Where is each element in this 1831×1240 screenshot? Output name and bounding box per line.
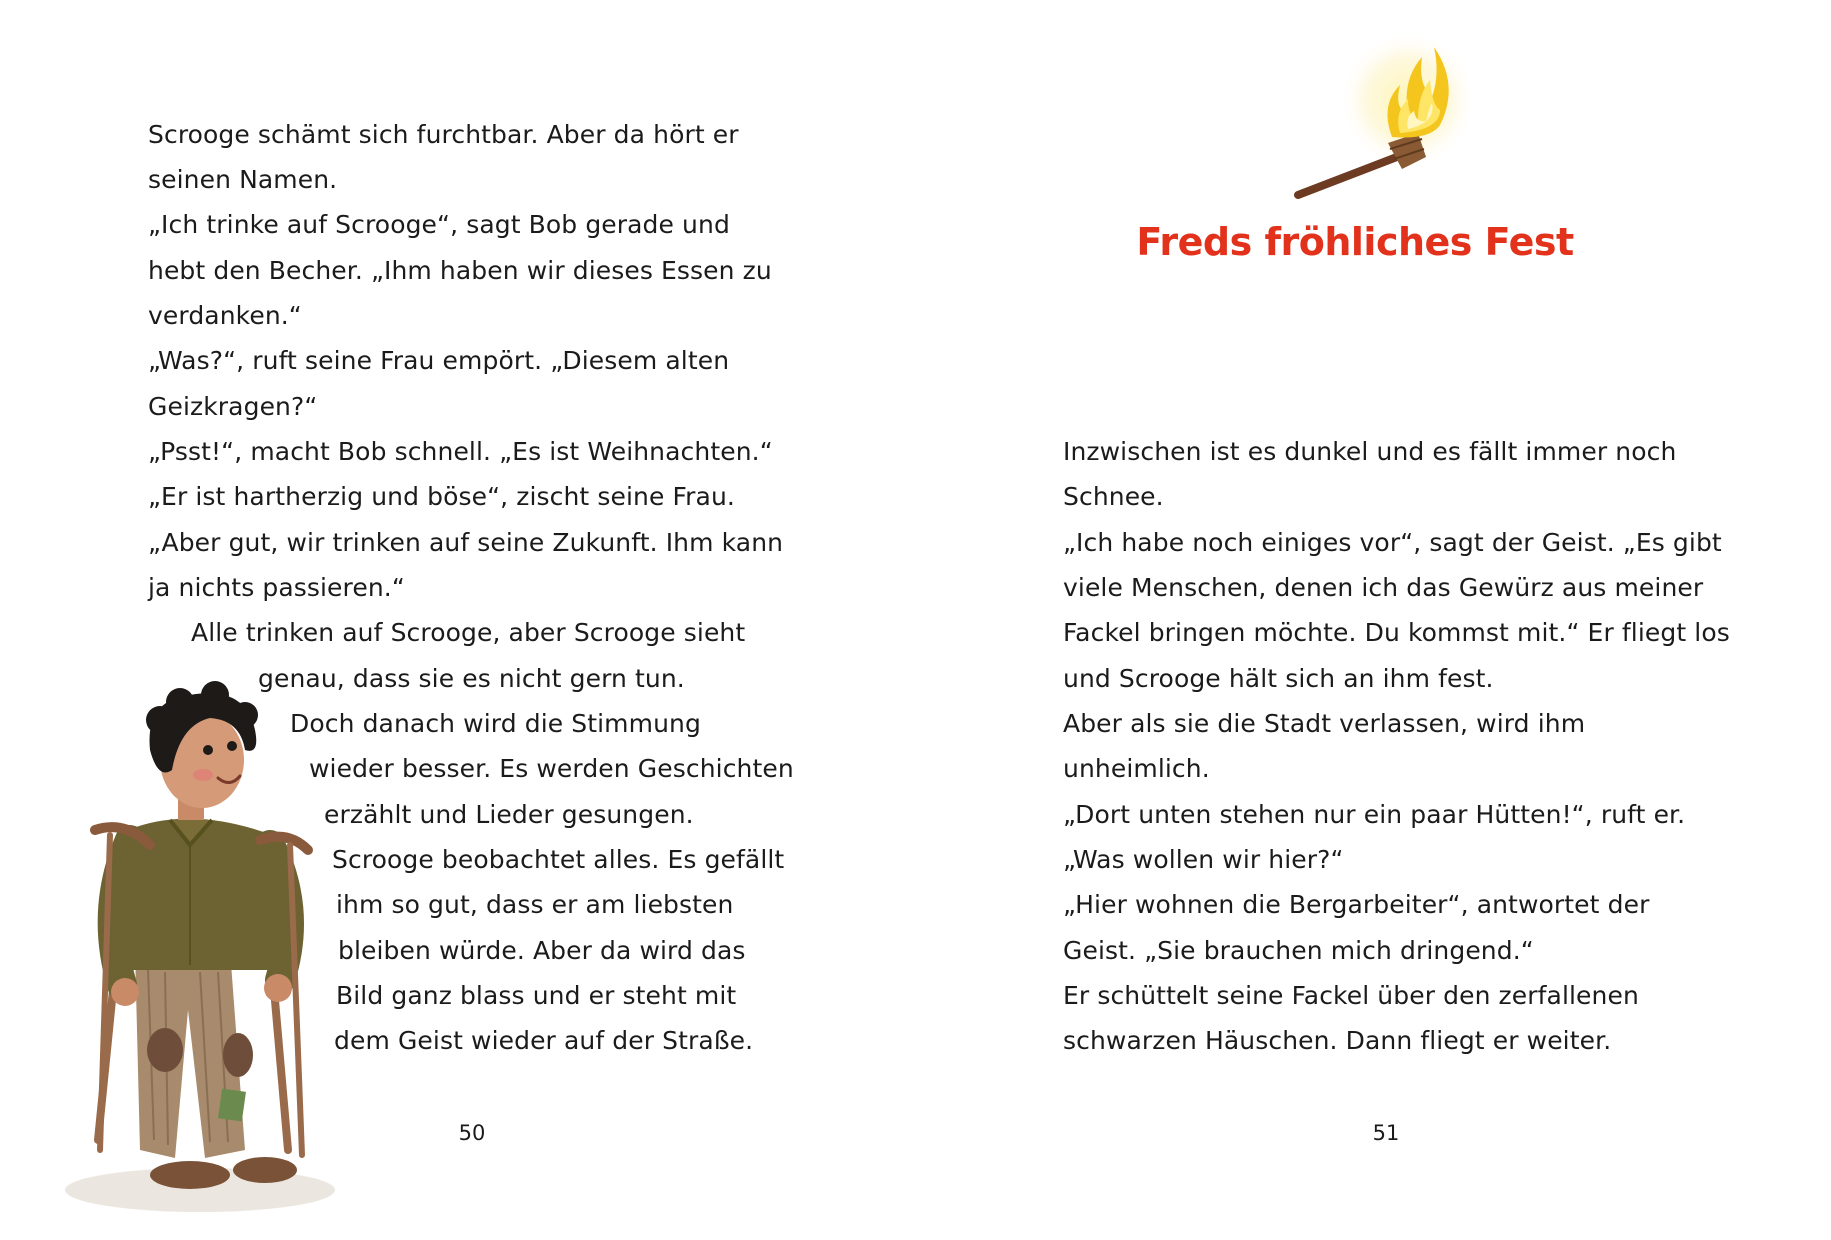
burning-torch-illustration [1290,25,1470,210]
text-line: ja nichts passieren.“ [148,573,405,602]
text-line: „Ich habe noch einiges vor“, sagt der Geist. „Es gibt [1063,528,1722,557]
text-line: „Er ist hartherzig und böse“, zischt seine Frau. [148,482,735,511]
text-line: wieder besser. Es werden Geschichten [309,754,794,783]
text-line: bleiben würde. Aber da wird das [338,936,746,965]
text-line: „Was?“, ruft seine Frau empört. „Diesem alten [148,346,730,375]
text-line: „Ich trinke auf Scrooge“, sagt Bob gerade und [148,210,730,239]
text-line: erzählt und Lieder gesungen. [324,800,694,829]
text-line: genau, dass sie es nicht gern tun. [258,664,685,693]
text-line: „Psst!“, macht Bob schnell. „Es ist Weihnachten.“ [148,437,773,466]
text-line: unheimlich. [1063,754,1210,783]
text-line: verdanken.“ [148,301,302,330]
text-line: Fackel bringen möchte. Du kommst mit.“ Er fliegt los [1063,618,1730,647]
text-line: Doch danach wird die Stimmung [290,709,701,738]
boy-with-crutches-illustration [40,680,350,1220]
text-line: „Dort unten stehen nur ein paar Hütten!“, ruft er. [1063,800,1686,829]
text-line: „Was wollen wir hier?“ [1063,845,1344,874]
page-number: 51 [1372,1121,1400,1145]
right-page [915,0,1831,1240]
text-line: hebt den Becher. „Ihm haben wir dieses Essen zu [148,256,772,285]
text-line: Aber als sie die Stadt verlassen, wird ihm [1063,709,1586,738]
text-line: „Aber gut, wir trinken auf seine Zukunft. Ihm kann [148,528,784,557]
text-line: schwarzen Häuschen. Dann fliegt er weiter. [1063,1026,1612,1055]
text-line: seinen Namen. [148,165,338,194]
text-line: „Hier wohnen die Bergarbeiter“, antwortet der [1063,890,1650,919]
text-line: Bild ganz blass und er steht mit [336,981,737,1010]
page-number: 50 [458,1121,486,1145]
text-line: Geizkragen?“ [148,392,318,421]
text-line: und Scrooge hält sich an ihm fest. [1063,664,1494,693]
text-line: Geist. „Sie brauchen mich dringend.“ [1063,936,1534,965]
text-line: dem Geist wieder auf der Straße. [334,1026,754,1055]
text-line: Inzwischen ist es dunkel und es fällt immer noch [1063,437,1677,466]
text-line: viele Menschen, denen ich das Gewürz aus meiner [1063,573,1704,602]
text-line: Alle trinken auf Scrooge, aber Scrooge sieht [191,618,746,647]
left-page [0,0,915,1240]
text-line: ihm so gut, dass er am liebsten [336,890,734,919]
text-line: Schnee. [1063,482,1164,511]
text-line: Er schüttelt seine Fackel über den zerfallenen [1063,981,1639,1010]
text-line: Scrooge beobachtet alles. Es gefällt [332,845,785,874]
chapter-title: Freds fröhliches Fest [1136,220,1574,264]
text-line: Scrooge schämt sich furchtbar. Aber da hört er [148,120,739,149]
